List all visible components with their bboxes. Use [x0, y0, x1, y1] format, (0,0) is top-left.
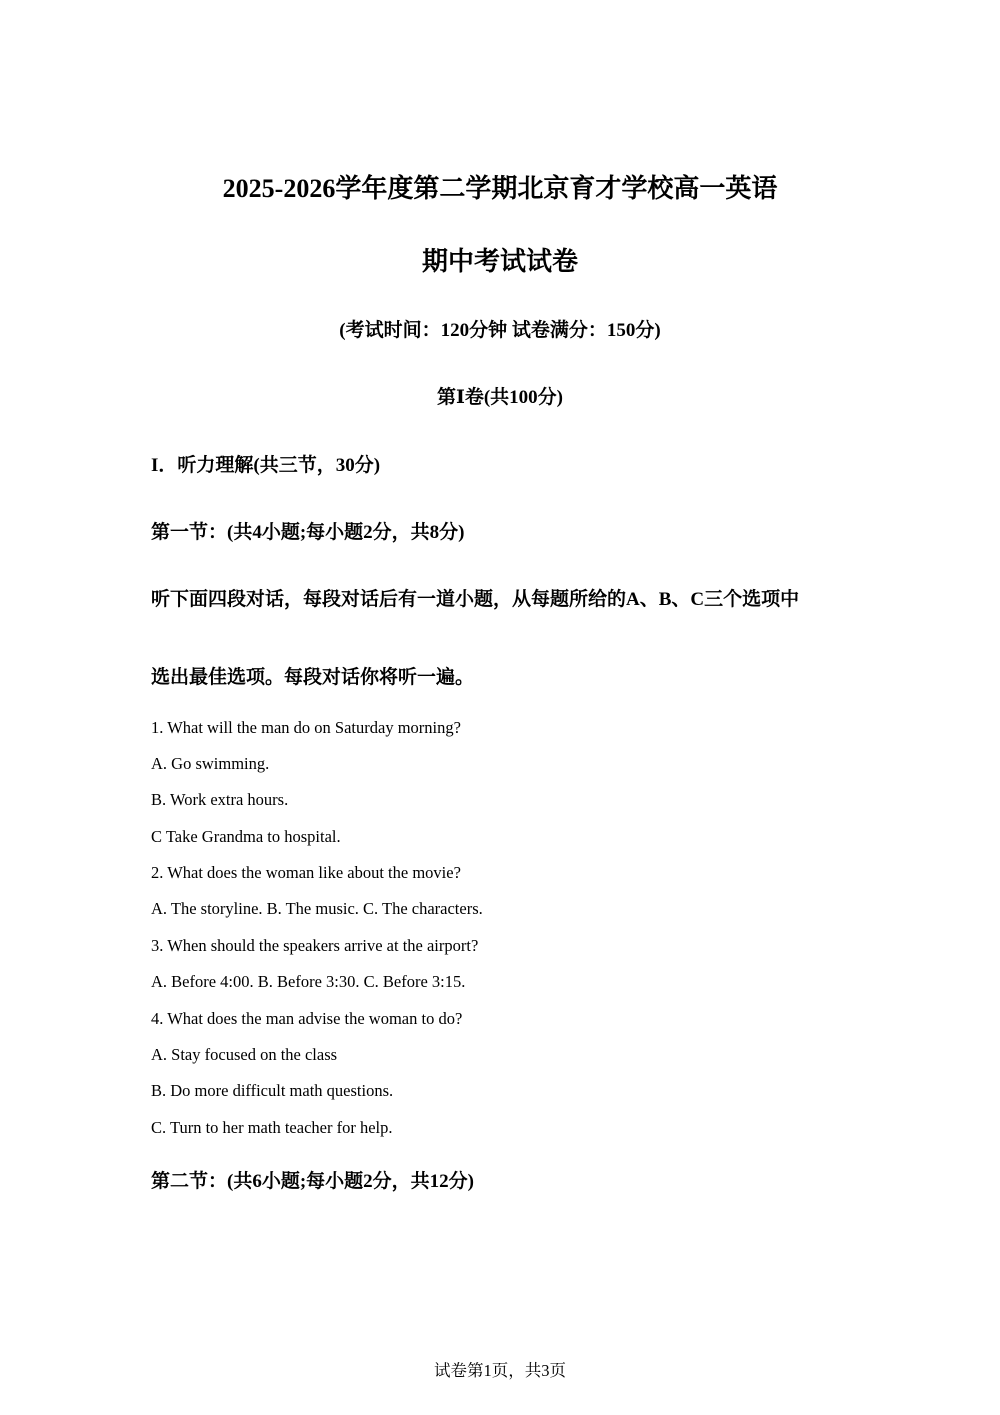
question-3: 3. When should the speakers arrive at the airport?	[151, 936, 479, 955]
exam-title-line1: 2025-2026学年度第二学期北京育才学校高一英语	[222, 174, 778, 203]
instructions-line1: 听下面四段对话，每段对话后有一道小题，从每题所给的A、B、C三个选项中	[151, 589, 800, 610]
question-1-option-b: B. Work extra hours.	[151, 790, 289, 809]
question-1-option-a: A. Go swimming.	[151, 754, 270, 773]
question-2-options: A. The storyline. B. The music. C. The characters.	[151, 899, 483, 918]
instructions-line2: 选出最佳选项。每段对话你将听一遍。	[151, 667, 475, 688]
exam-title-line2: 期中考试试卷	[421, 247, 578, 276]
question-1: 1. What will the man do on Saturday morning?	[151, 718, 461, 737]
question-4-option-b: B. Do more difficult math questions.	[151, 1081, 394, 1100]
page-footer: 试卷第1页，共3页	[434, 1361, 566, 1380]
question-4-option-a: A. Stay focused on the class	[151, 1045, 338, 1064]
question-4: 4. What does the man advise the woman to do?	[151, 1009, 463, 1028]
part-heading: I．听力理解(共三节，30分)	[151, 455, 381, 476]
section2-heading: 第二节：(共6小题;每小题2分，共12分)	[151, 1171, 474, 1192]
exam-info: (考试时间：120分钟 试卷满分：150分)	[339, 320, 661, 341]
question-2: 2. What does the woman like about the movie?	[151, 863, 461, 882]
question-1-option-c: C Take Grandma to hospital.	[151, 827, 341, 846]
question-3-options: A. Before 4:00. B. Before 3:30. C. Before 3:15.	[151, 972, 466, 991]
section1-heading: 第一节：(共4小题;每小题2分，共8分)	[151, 522, 465, 543]
question-4-option-c: C. Turn to her math teacher for help.	[151, 1118, 393, 1137]
volume-heading: 第Ⅰ卷(共100分)	[436, 387, 564, 408]
